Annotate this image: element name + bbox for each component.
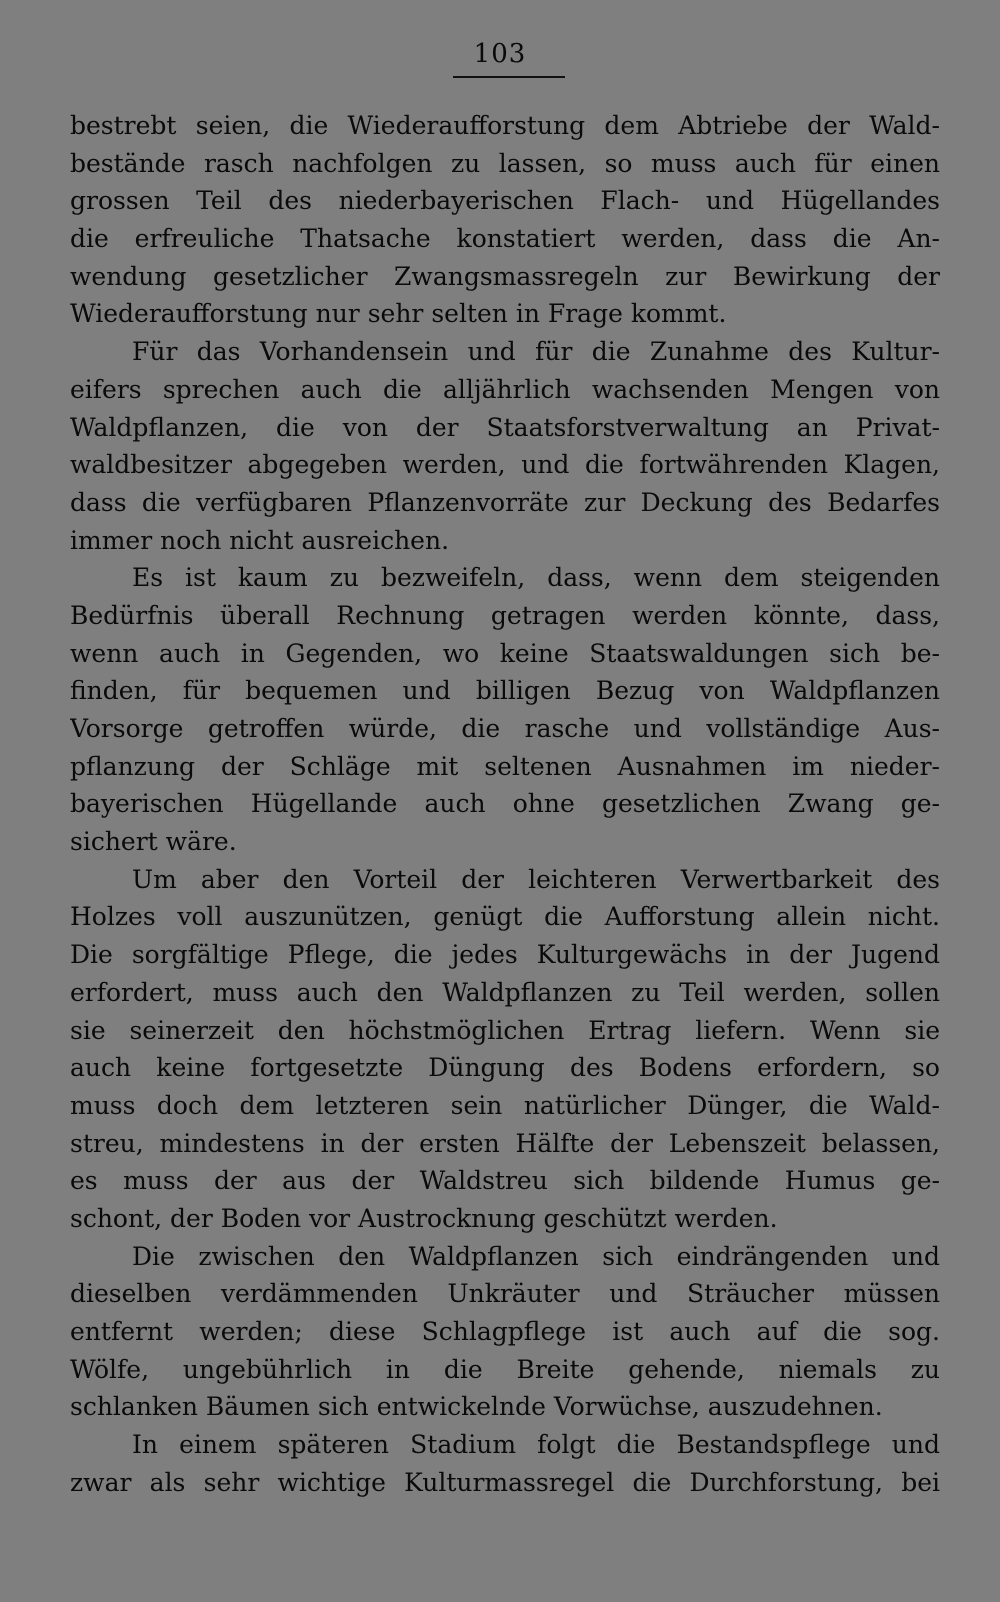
text-line: pflanzung der Schläge mit seltenen Ausnahmen im nieder- (70, 751, 940, 781)
text-line: schlanken Bäumen sich entwickelnde Vorwüchse, auszudehnen. (70, 1392, 883, 1422)
text-line: dieselben verdämmenden Unkräuter und Sträucher müssen (70, 1279, 940, 1309)
page-number-rule (453, 76, 565, 78)
text-line: In einem späteren Stadium folgt die Bestandspflege und (132, 1430, 940, 1460)
text-line: muss doch dem letzteren sein natürlicher Dünger, die Wald- (70, 1090, 940, 1120)
text-line: erfordert, muss auch den Waldpflanzen zu Teil werden, sollen (70, 977, 940, 1007)
text-line: Waldpflanzen, die von der Staatsforstverwaltung an Privat- (70, 412, 940, 442)
text-line: Die sorgfältige Pflege, die jedes Kulturgewächs in der Jugend (70, 940, 940, 970)
text-line: bestrebt seien, die Wiederaufforstung dem Abtriebe der Wald- (70, 111, 940, 140)
text-line: dass die verfügbaren Pflanzenvorräte zur Deckung des Bedarfes (70, 487, 940, 517)
text-line: Für das Vorhandensein und für die Zunahme des Kultur- (132, 337, 940, 367)
text-line: sie seinerzeit den höchstmöglichen Ertrag liefern. Wenn sie (70, 1015, 940, 1045)
text-line: bestände rasch nachfolgen zu lassen, so muss auch für einen (70, 148, 940, 178)
text-line: Um aber den Vorteil der leichteren Verwertbarkeit des (132, 864, 940, 894)
text-line: Wiederaufforstung nur sehr selten in Frage kommt. (70, 299, 727, 329)
text-line: Vorsorge getroffen würde, die rasche und vollständige Aus- (70, 714, 940, 743)
text-line: immer noch nicht ausreichen. (70, 525, 450, 555)
body-text (70, 107, 940, 1501)
text-line: waldbesitzer abgegeben werden, und die fortwährenden Klagen, (70, 450, 940, 480)
text-line: wendung gesetzlicher Zwangsmassregeln zur Bewirkung der (70, 261, 940, 291)
text-line: Die zwischen den Waldpflanzen sich eindrängenden und (132, 1241, 940, 1271)
text-line: entfernt werden; diese Schlagpflege ist auch auf die sog. (70, 1317, 940, 1346)
text-line: Bedürfnis überall Rechnung getragen werden könnte, dass, (70, 600, 940, 630)
text-line: finden, für bequemen und billigen Bezug von Waldpflanzen (70, 676, 940, 706)
text-line: zwar als sehr wichtige Kulturmassregel die Durchforstung, bei (70, 1467, 940, 1497)
text-line: bayerischen Hügellande auch ohne gesetzlichen Zwang ge- (70, 789, 940, 819)
text-line: Es ist kaum zu bezweifeln, dass, wenn dem steigenden (132, 563, 940, 593)
text-line: die erfreuliche Thatsache konstatiert werden, dass die An- (70, 224, 940, 254)
text-line: es muss der aus der Waldstreu sich bildende Humus ge- (70, 1166, 940, 1196)
text-line: eifers sprechen auch die alljährlich wachsenden Mengen von (70, 374, 940, 404)
text-line: Wölfe, ungebührlich in die Breite gehende, niemals zu (70, 1354, 940, 1384)
text-line: sichert wäre. (70, 827, 237, 857)
text-line: wenn auch in Gegenden, wo keine Staatswaldungen sich be- (70, 638, 940, 668)
text-line: streu, mindestens in der ersten Hälfte der Lebenszeit belassen, (70, 1128, 940, 1158)
page-number: 103 (473, 39, 527, 69)
text-line: grossen Teil des niederbayerischen Flach- und Hügellandes (70, 186, 940, 216)
text-line: Holzes voll auszunützen, genügt die Aufforstung allein nicht. (70, 902, 940, 932)
text-line: schont, der Boden vor Austrocknung geschützt werden. (70, 1203, 778, 1233)
text-line: auch keine fortgesetzte Düngung des Bodens erfordern, so (70, 1053, 940, 1083)
